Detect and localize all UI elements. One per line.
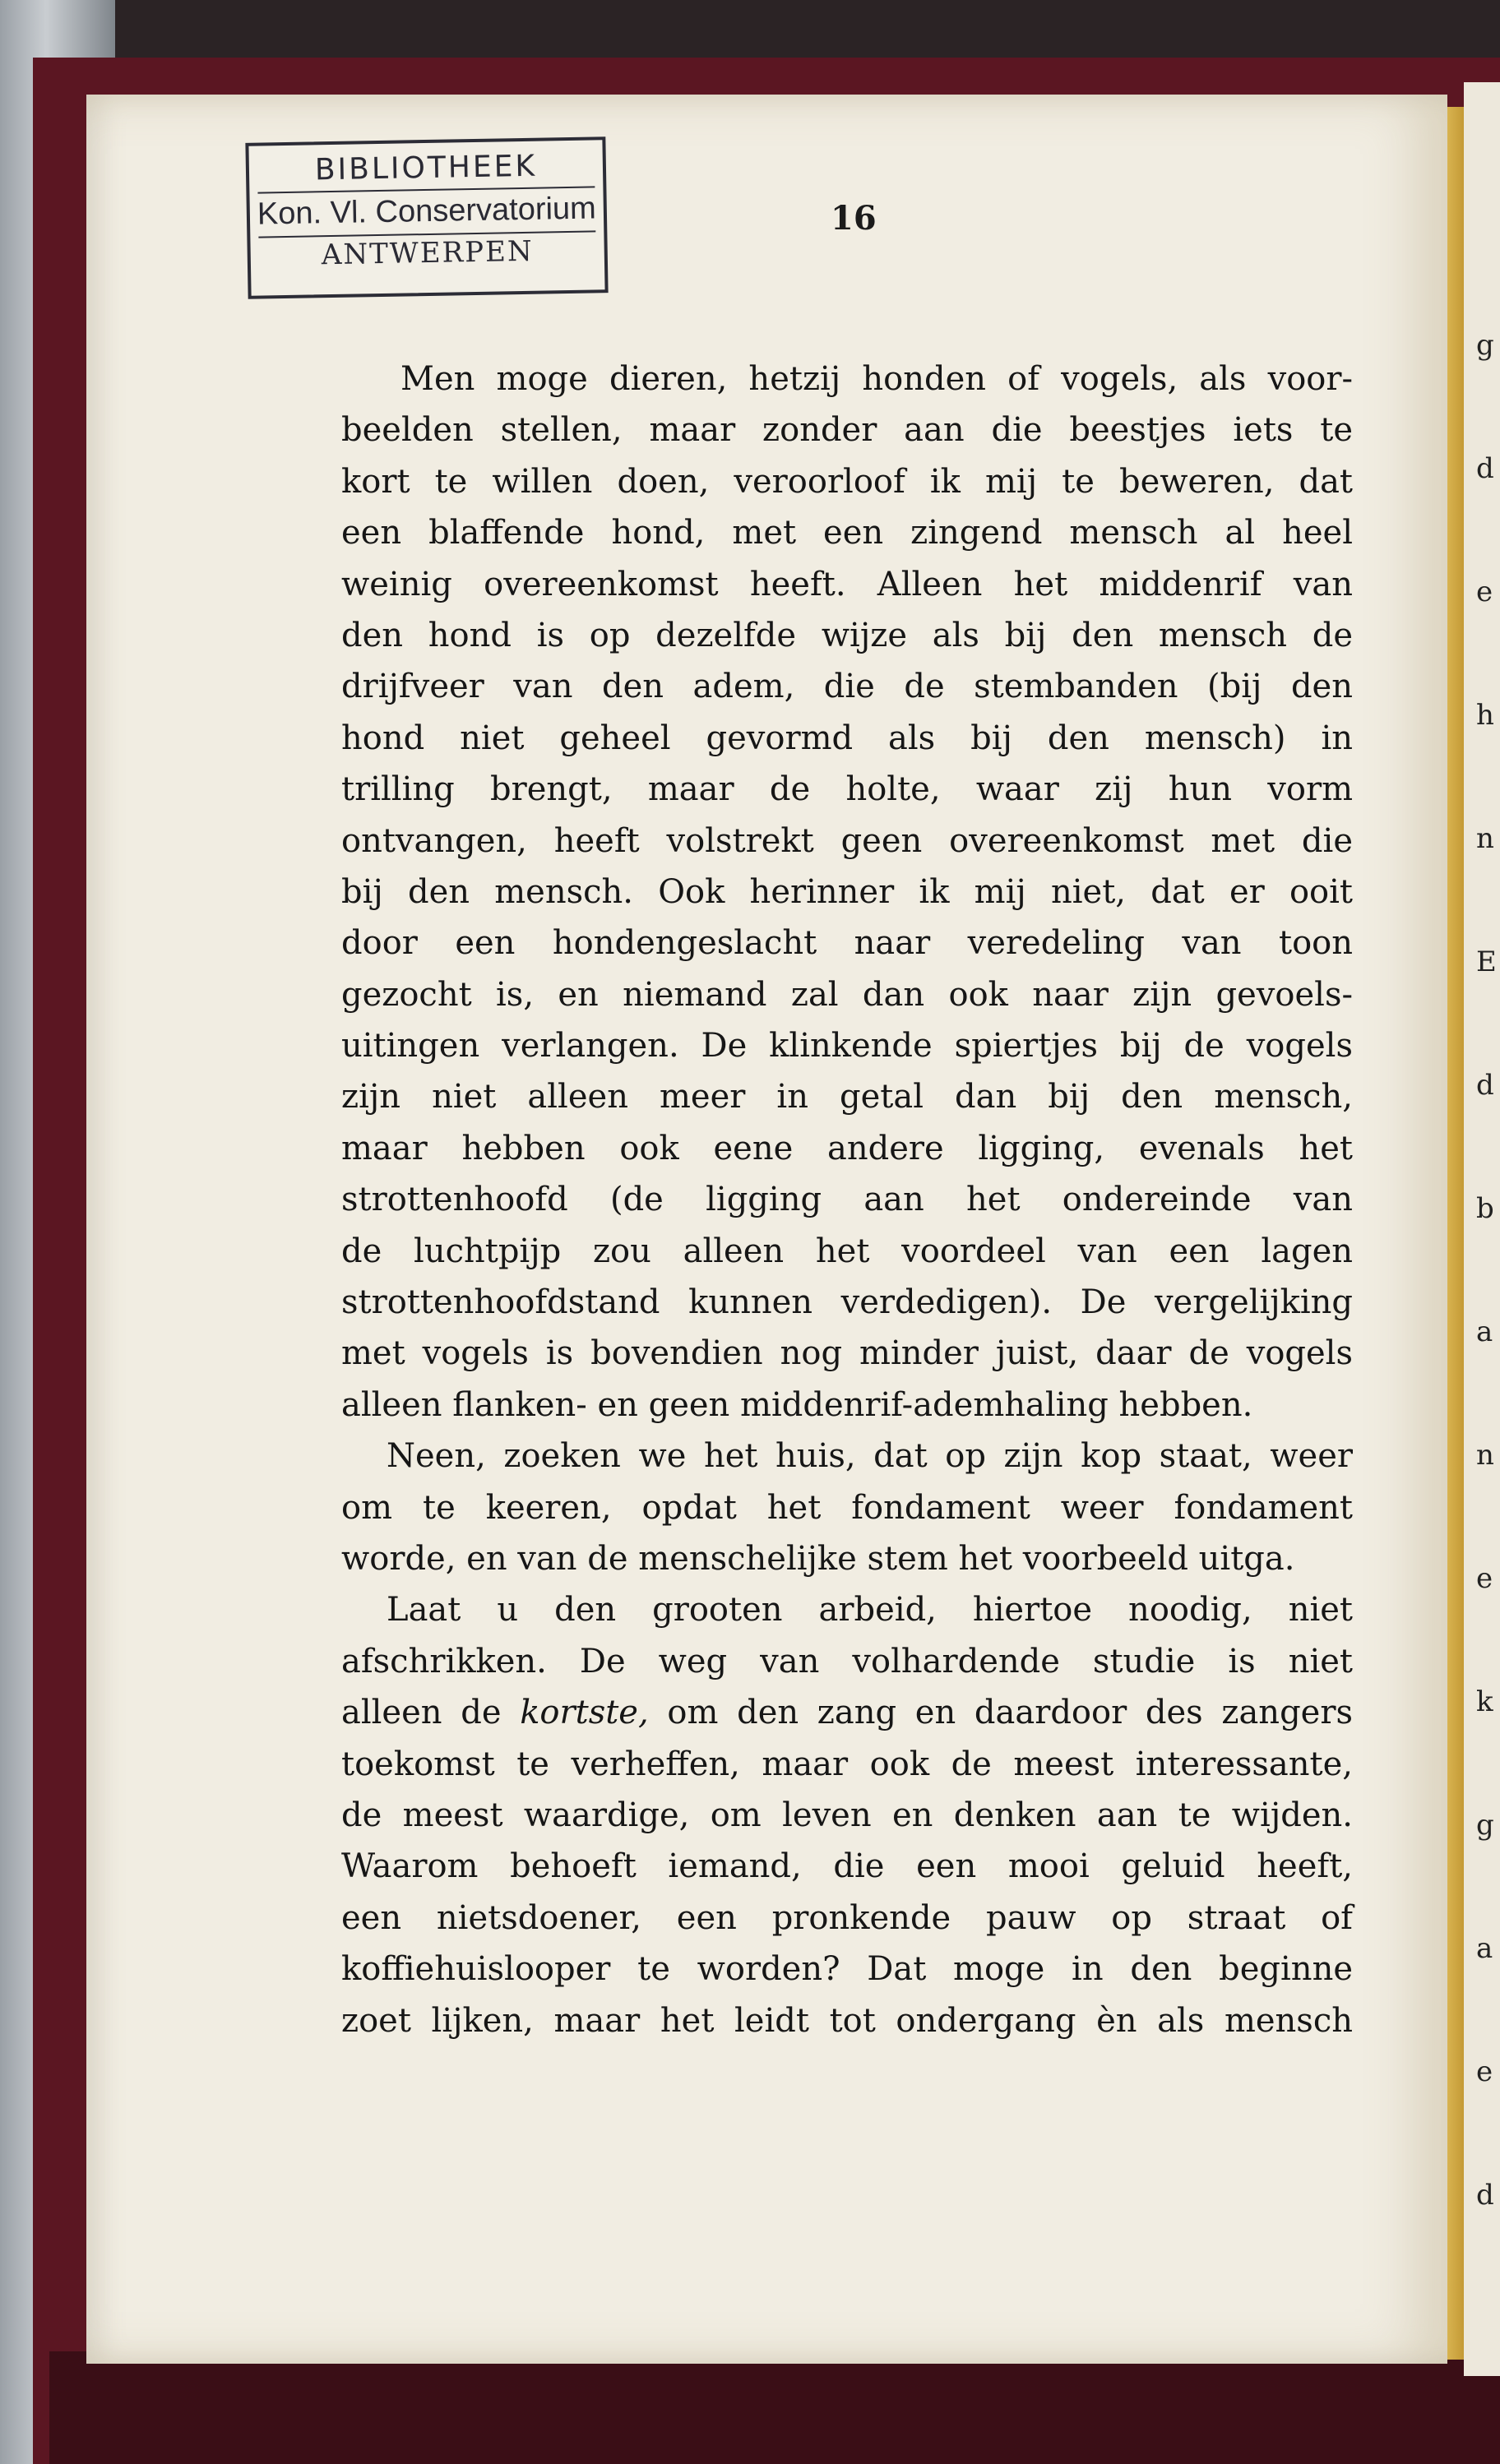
text-line: strottenhoofdstand kunnen verdedigen). De vergelijking [341, 1283, 1353, 1322]
text-line: gezocht is, en niemand zal dan ook naar zijn gevoels- [341, 975, 1353, 1014]
text-line: kort te willen doen, veroorloof ik mij te beweren, dat [341, 462, 1353, 501]
facing-page-glyph: a [1476, 1315, 1493, 1348]
text-line: een blaffende hond, met een zingend mensch al heel [341, 514, 1353, 552]
text-line: een nietsdoener, een pronkende pauw op straat of [341, 1898, 1353, 1937]
text-line: zijn niet alleen meer in getal dan bij den mensch, [341, 1078, 1353, 1116]
text-fragment: om den zang en daardoor des zangers [648, 1694, 1353, 1732]
facing-page-glyph: g [1476, 1809, 1494, 1842]
facing-page-glyph: h [1476, 699, 1494, 732]
book-cover-edge [49, 2351, 1500, 2464]
text-line: Laat u den grooten arbeid, hiertoe noodig, niet [387, 1591, 1353, 1630]
facing-page-glyph: e [1476, 2055, 1493, 2088]
text-line: alleen flanken- en geen middenrif-ademhaling hebben. [341, 1385, 1253, 1424]
facing-page-glyph: e [1476, 576, 1493, 608]
stamp-line-3: ANTWERPEN [321, 234, 534, 272]
text-line: Neen, zoeken we het huis, dat op zijn kop staat, weer [387, 1437, 1353, 1476]
text-line: uitingen verlangen. De klinkende spiertjes bij de vogels [341, 1027, 1353, 1066]
text-line: Waarom behoeft iemand, die een mooi geluid heeft, [341, 1847, 1353, 1886]
text-line: hond niet geheel gevormd als bij den mensch) in [341, 719, 1353, 757]
facing-page-glyph: d [1476, 2179, 1494, 2212]
facing-page-glyph: g [1476, 329, 1494, 362]
text-line: trilling brengt, maar de holte, waar zij hun vorm [341, 770, 1353, 809]
text-line: de meest waardige, om leven en denken aan te wijden. [341, 1796, 1353, 1834]
stamp-line-2: Kon. Vl. Conservatorium [257, 191, 597, 232]
page-number: 16 [831, 199, 877, 238]
library-stamp [245, 136, 608, 299]
text-line: maar hebben ook eene andere ligging, evenals het [341, 1129, 1353, 1167]
emphasized-word: kortste, [520, 1694, 649, 1732]
text-line: met vogels is bovendien nog minder juist, daar de vogels [341, 1334, 1353, 1373]
text-line: ontvangen, heeft volstrekt geen overeenkomst met die [341, 821, 1353, 860]
text-line: worde, en van de menschelijke stem het voorbeeld uitga. [341, 1539, 1295, 1578]
text-line: toekomst te verheffen, maar ook de meest interessante, [341, 1745, 1353, 1783]
text-line: beelden stellen, maar zonder aan die beestjes iets te [341, 411, 1353, 450]
facing-page-glyph: e [1476, 1562, 1493, 1595]
facing-page-edge [1464, 82, 1500, 2376]
text-line: Men moge dieren, hetzij honden of vogels, als voor- [400, 360, 1353, 398]
stamp-line-1: BIBLIOTHEEK [314, 149, 538, 187]
body-text [341, 354, 1353, 2046]
text-line: weinig overeenkomst heeft. Alleen het middenrif van [341, 565, 1353, 603]
facing-page-glyph: b [1476, 1192, 1494, 1225]
text-line: koffiehuislooper te worden? Dat moge in den beginne [341, 1950, 1353, 1989]
facing-page-glyph: a [1476, 1932, 1493, 1965]
facing-page-glyph: k [1476, 1685, 1493, 1718]
text-line: drijfveer van den adem, die de stembanden (bij den [341, 668, 1353, 706]
text-line: afschrikken. De weg van volhardende studie is niet [341, 1642, 1353, 1680]
text-line: zoet lijken, maar het leidt tot ondergang èn als mensch [341, 2001, 1353, 2040]
text-line: den hond is op dezelfde wijze als bij den mensch de [341, 616, 1353, 654]
text-fragment: alleen de [341, 1694, 521, 1732]
text-line: strottenhoofd (de ligging aan het ondereinde van [341, 1181, 1353, 1219]
facing-page-glyph: n [1476, 1439, 1494, 1472]
text-line: bij den mensch. Ook herinner ik mij niet, dat er ooit [341, 872, 1353, 911]
text-line: door een hondengeslacht naar veredeling van toon [341, 924, 1353, 963]
text-line: om te keeren, opdat het fondament weer fondament [341, 1488, 1353, 1527]
facing-page-glyph: d [1476, 1069, 1494, 1102]
facing-page-glyph: E [1476, 945, 1497, 978]
facing-page-glyph: d [1476, 452, 1494, 485]
text-line: de luchtpijp zou alleen het voordeel van een lagen [341, 1232, 1353, 1270]
facing-page-glyph: n [1476, 822, 1494, 855]
text-line-italic [341, 1687, 1353, 1738]
